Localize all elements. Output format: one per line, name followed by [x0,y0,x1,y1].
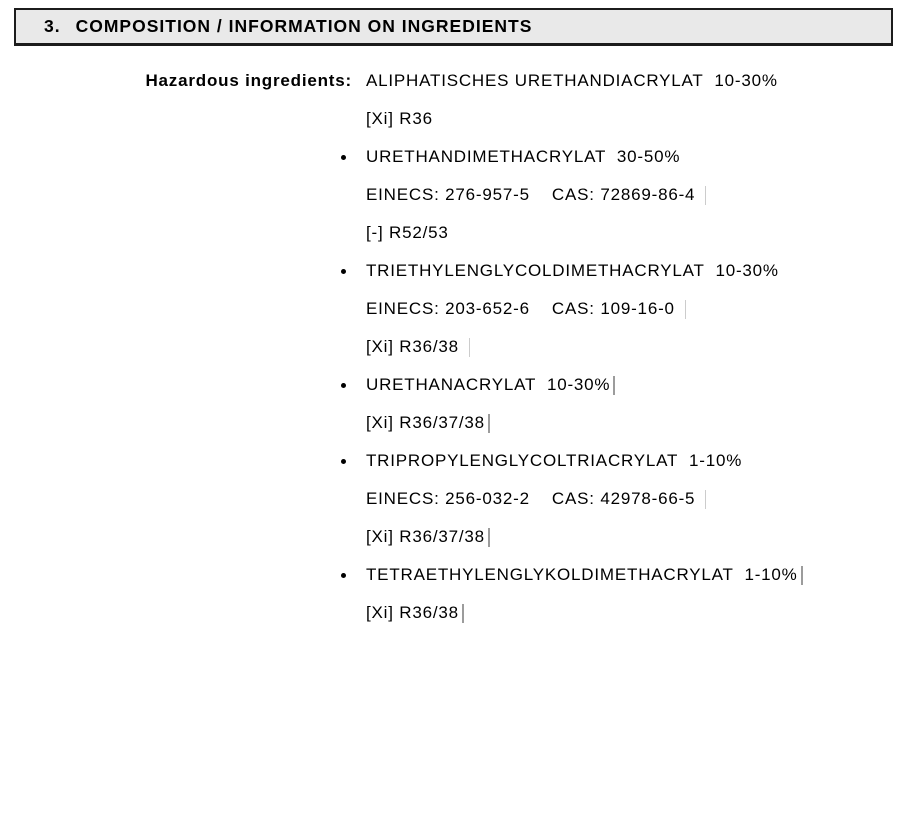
ingredient-name-text: TRIPROPYLENGLYCOLTRIACRYLAT 1-10% [366,451,743,470]
ingredient-id-text: EINECS: 276-957-5 CAS: 72869-86-4 [366,185,696,204]
bullet-icon [341,155,346,160]
field-mark [469,338,470,357]
ingredient-id-cell [366,480,706,518]
ingredient-risk-text: [Xi] R36/37/38 [366,527,485,546]
field-mark [488,528,490,547]
ingredient-name-cell [366,138,680,176]
field-mark [685,300,686,319]
ingredient-name-line [0,138,900,176]
ingredient-name-line [0,62,900,100]
ingredient-risk-cell [366,214,449,252]
ingredient-id-line [0,290,900,328]
ingredient-risk-cell [366,100,433,138]
field-mark [801,566,803,585]
ingredient-risk-text: [Xi] R36/38 [366,603,459,622]
ingredient-name-text: TRIETHYLENGLYCOLDIMETHACRYLAT 10-30% [366,261,779,280]
ingredient-risk-cell [366,404,490,442]
field-mark [488,414,490,433]
ingredient-risk-text: [-] R52/53 [366,223,449,242]
ingredient-risk-text: [Xi] R36/38 [366,337,459,356]
bullet-icon [341,459,346,464]
ingredient-name-line [0,556,900,594]
ingredient-name-text: TETRAETHYLENGLYKOLDIMETHACRYLAT 1-10% [366,565,798,584]
field-mark [705,490,706,509]
ingredient-name-line [0,252,900,290]
ingredient-item [0,62,900,138]
ingredient-risk-text: [Xi] R36/37/38 [366,413,485,432]
ingredient-risk-line [0,594,900,632]
ingredients-list [0,62,900,632]
ingredient-name-cell [366,366,615,404]
ingredient-risk-line [0,518,900,556]
ingredient-risk-line [0,404,900,442]
ingredient-risk-line [0,100,900,138]
ingredient-id-cell [366,290,686,328]
ingredient-name-text: URETHANDIMETHACRYLAT 30-50% [366,147,681,166]
ingredient-name-cell [366,556,803,594]
ingredient-risk-line [0,328,900,366]
ingredient-name-text: ALIPHATISCHES URETHANDIACRYLAT 10-30% [366,71,778,90]
section-header [14,8,893,46]
bullet-icon [341,573,346,578]
ingredient-name-line [0,366,900,404]
ingredient-name-text: URETHANACRYLAT 10-30% [366,375,611,394]
ingredient-risk-line [0,214,900,252]
ingredient-id-text: EINECS: 256-032-2 CAS: 42978-66-5 [366,489,696,508]
section-number: 3. [44,16,61,36]
ingredient-id-line [0,176,900,214]
bullet-icon [341,269,346,274]
ingredient-name-cell [366,442,742,480]
bullet-icon [341,383,346,388]
ingredient-risk-cell [366,328,470,366]
ingredient-item [0,138,900,252]
field-mark [705,186,706,205]
ingredient-risk-cell [366,594,464,632]
ingredient-name-line [0,442,900,480]
field-mark [462,604,464,623]
hazardous-ingredients-label: Hazardous ingredients: [145,71,352,90]
ingredient-item [0,556,900,632]
field-mark [613,376,615,395]
ingredient-name-cell [366,252,779,290]
ingredient-item [0,366,900,442]
ingredient-name-cell [366,62,778,100]
ingredient-risk-cell [366,518,490,556]
section-title: COMPOSITION / INFORMATION ON INGREDIENTS [75,16,533,36]
ingredient-item [0,442,900,556]
ingredient-id-line [0,480,900,518]
ingredient-id-text: EINECS: 203-652-6 CAS: 109-16-0 [366,299,675,318]
ingredient-item [0,252,900,366]
ingredient-id-cell [366,176,706,214]
ingredient-risk-text: [Xi] R36 [366,109,433,128]
